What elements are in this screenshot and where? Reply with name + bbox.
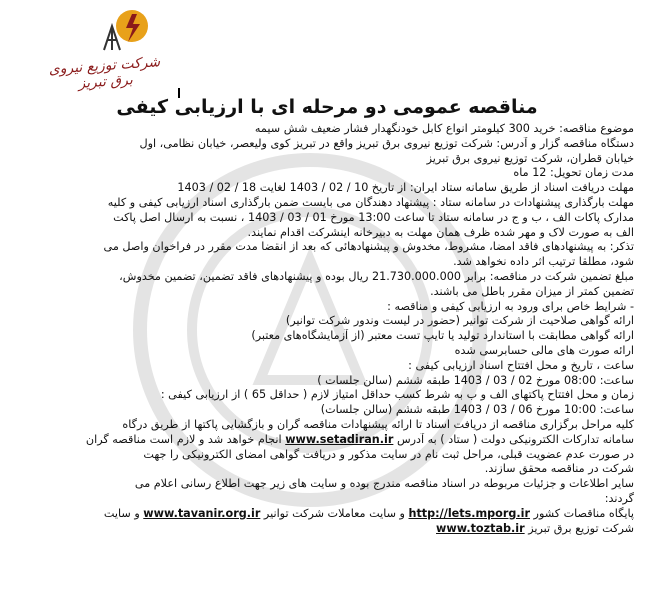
notice-line: تذکر: به پیشنهادهای فاقد امضا، مشروط، مخدوش و پیشنهادهائی که بعد از انقضا مدت مقرر در فراخوان واصل می <box>103 240 634 254</box>
notice-line: سایر اطلاعات و جزئیات مربوطه در اسناد مناقصه مندرج بوده و سایت های زیر جهت اطلاع رسانی اعلام می <box>134 477 634 491</box>
company-logo <box>40 6 170 96</box>
notice-line: مدت زمان تحویل: 12 ماه <box>513 166 634 180</box>
tavanir-link[interactable]: www.tavanir.org.ir <box>143 506 261 520</box>
notice-body <box>26 122 634 536</box>
notice-line: ارائه گواهی مطابقت با استاندارد تولید یا تایپ تست معتبر (از آزمایشگاه‌های معتبر) <box>251 329 634 343</box>
notice-line: ارائه گواهی صلاحیت از شرکت توانیر (حضور در لیست وندور شرکت توانیر) <box>285 314 634 328</box>
notice-line: کلیه مراحل برگزاری مناقصه از دریافت اسناد تا ارائه پیشنهادات مناقصه گران و بازگشایی پاکتها از طریق درگاه <box>122 417 634 431</box>
notice-line: ساعت: 08:00 مورخ 02 / 03 / 1403 طبقه ششم (سالن جلسات ) <box>317 373 634 387</box>
notice-line: - شرایط خاص برای ورود به ارزیابی کیفی و مناقصه : <box>387 299 634 313</box>
notice-line: گردند: <box>604 491 634 505</box>
notice-line: زمان و محل افتتاح پاکتهای الف و ب به شرط کسب حداقل امتیاز لازم ( حداقل 65 ) از ارزیابی کیفی : <box>160 388 634 402</box>
notice-line-text: شرکت توزیع برق تبریز <box>528 521 634 535</box>
notice-line: شود، مطلقا ترتیب اثر داده نخواهد شد. <box>453 255 634 269</box>
mporg-link[interactable]: http://lets.mporg.ir <box>408 506 530 520</box>
notice-line: تضمین کمتر از میزان مقرر باطل می باشند. <box>430 284 634 298</box>
notice-line: مهلت بارگذاری پیشنهادات در سامانه ستاد : پیشنهاد دهندگان می بایست ضمن بارگذاری اسناد ارزیابی کیفی و کلیه <box>107 195 634 209</box>
setad-link[interactable]: www.setadiran.ir <box>285 432 394 446</box>
notice-line: در صورت عدم عضویت قبلی، مراحل ثبت نام در سایت مذکور و دریافت گواهی امضای الکترونیکی را جهت <box>143 447 634 461</box>
notice-line: مدارک پاکات الف ، ب و ج در سامانه ستاد تا ساعت 13:00 مورخ 01 / 03 / 1403 ، نسبت به ارسال اصل پاکت <box>113 210 634 224</box>
notice-line-text: انجام خواهد شد و لازم است مناقصه گران <box>85 432 282 446</box>
notice-line <box>26 507 634 522</box>
notice-title: مناقصه عمومی دو مرحله ای با ارزیابی کیفی <box>116 96 538 118</box>
notice-line-text: و سایت معاملات شرکت توانیر <box>263 506 405 520</box>
notice-line: دستگاه مناقصه گزار و آدرس: شرکت توزیع نیروی برق تبریز واقع در تبریز کوی ولیعصر، خیابان نظامی، اول <box>139 136 634 150</box>
notice-line <box>26 433 634 448</box>
notice-line <box>26 522 634 537</box>
notice-line: مبلغ تضمین شرکت در مناقصه: برابر 21.730.000.000 ریال بوده و پیشنهادهای فاقد تضمین، تضمین مخدوش، <box>119 269 634 283</box>
notice-line: ارائه صورت های مالی حسابرسی شده <box>454 343 634 357</box>
toztab-link[interactable]: www.toztab.ir <box>436 521 525 535</box>
notice-line-text: پایگاه مناقصات کشور <box>533 506 634 520</box>
notice-line: موضوع مناقصه: خرید 300 کیلومتر انواع کابل خودنگهدار فشار ضعیف شش سیمه <box>254 122 634 135</box>
notice-line: خیابان قطران، شرکت توزیع نیروی برق تبریز <box>426 151 634 165</box>
company-logo-text: شرکت توزیع نیروی برق تبریز <box>48 54 161 92</box>
notice-line: مهلت دریافت اسناد از طریق سامانه ستاد ایران: از تاریخ 10 / 02 / 1403 لغایت 18 / 02 / 1403 <box>177 181 634 195</box>
notice-line: شرکت در مناقصه محقق سازند. <box>484 462 634 476</box>
notice-line: ساعت: 10:00 مورخ 06 / 03 / 1403 طبقه ششم (سالن جلسات) <box>320 403 634 417</box>
notice-line: الف به صورت لاک و مهر شده ظرف همان مهلت به دبیرخانه اینشرکت اقدام نمایند. <box>247 225 634 239</box>
notice-line-text: سامانه تدارکات الکترونیکی دولت ( ستاد ) به آدرس <box>396 432 634 446</box>
notice-line-text: و سایت <box>103 506 140 520</box>
notice-line: ساعت ، تاریخ و محل افتتاح اسناد ارزیابی کیفی : <box>408 358 634 372</box>
power-tower-logo-icon <box>100 6 152 58</box>
